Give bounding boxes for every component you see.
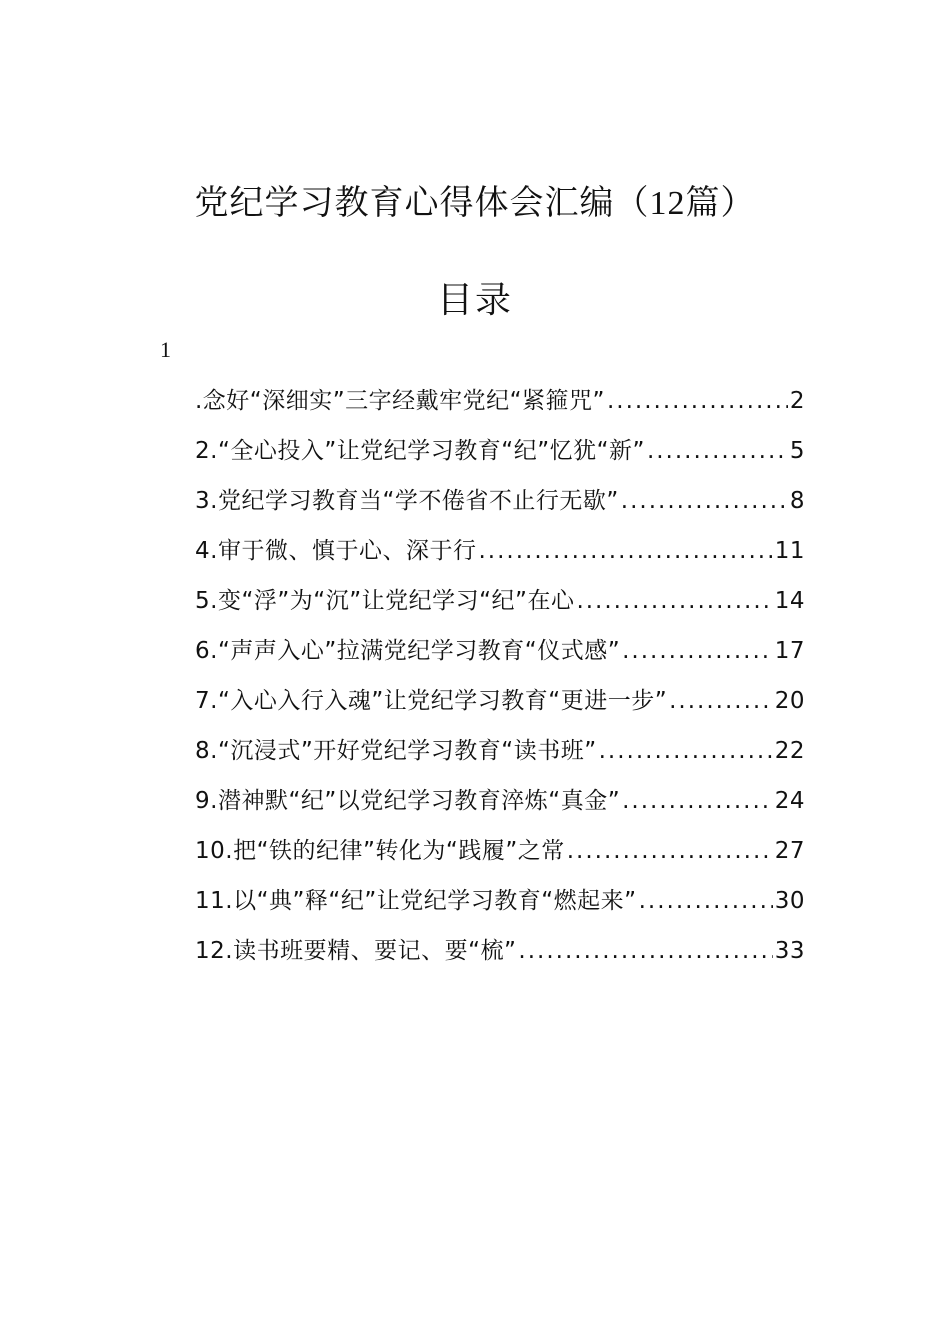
toc-entry-7[interactable] <box>195 678 805 728</box>
toc-dot-leader <box>567 828 773 874</box>
toc-entry-page: 17 <box>774 638 805 664</box>
toc-heading: 目录 <box>436 280 513 321</box>
toc-entry-title: .念好“深细实”三字经戴牢党纪“紧箍咒” <box>195 388 605 414</box>
toc-entry-4[interactable] <box>195 528 805 578</box>
toc-dot-leader <box>607 378 788 424</box>
toc-dot-leader <box>647 428 788 474</box>
toc-dot-leader <box>621 478 788 524</box>
toc-entry-title: 4.审于微、慎于心、深于行 <box>195 538 477 564</box>
toc-dot-leader <box>639 878 773 924</box>
toc-entry-title: 3.党纪学习教育当“学不倦省不止行无歇” <box>195 488 619 514</box>
toc-entry-6[interactable] <box>195 628 805 678</box>
toc-entry-title: 5.变“浮”为“沉”让党纪学习“纪”在心 <box>195 588 575 614</box>
document-title <box>0 176 950 231</box>
toc-entry-1[interactable] <box>195 378 805 428</box>
toc-dot-leader <box>518 928 772 974</box>
toc-entry-page: 33 <box>774 938 805 964</box>
toc-entry-page: 20 <box>774 688 805 714</box>
title-suffix: 篇） <box>685 183 756 223</box>
toc-entry-page: 8 <box>789 488 805 514</box>
title-prefix: 党纪学习教育心得体会汇编（ <box>194 183 650 223</box>
toc-entry-page: 30 <box>774 888 805 914</box>
toc-entry-page: 14 <box>774 588 805 614</box>
toc-entry-5[interactable] <box>195 578 805 628</box>
table-of-contents <box>195 378 805 978</box>
toc-dot-leader <box>478 528 772 574</box>
toc-entry-title: 2.“全心投入”让党纪学习教育“纪”忆犹“新” <box>195 438 645 464</box>
toc-dot-leader <box>622 628 773 674</box>
toc-dot-leader <box>576 578 772 624</box>
toc-entry-10[interactable] <box>195 828 805 878</box>
toc-entry-title: 8.“沉浸式”开好党纪学习教育“读书班” <box>195 738 597 764</box>
title-number: 12 <box>649 185 686 222</box>
toc-entry-title: 7.“入心入行入魂”让党纪学习教育“更进一步” <box>195 688 668 714</box>
toc-entry-title: 9.潜神默“纪”以党纪学习教育淬炼“真金” <box>195 788 621 814</box>
toc-entry-page: 11 <box>774 538 805 564</box>
toc-entry-page: 22 <box>774 738 805 764</box>
toc-entry-title: 6.“声声入心”拉满党纪学习教育“仪式感” <box>195 638 621 664</box>
toc-entry-12[interactable] <box>195 928 805 978</box>
toc-entry-8[interactable] <box>195 728 805 778</box>
toc-entry-page: 5 <box>789 438 805 464</box>
toc-entry-11[interactable] <box>195 878 805 928</box>
stray-number: 1 <box>160 337 171 362</box>
toc-entry-page: 27 <box>774 838 805 864</box>
toc-entry-page: 2 <box>789 388 805 414</box>
toc-entry-9[interactable] <box>195 778 805 828</box>
toc-entry-title: 12.读书班要精、要记、要“梳” <box>195 938 517 964</box>
toc-entry-page: 24 <box>774 788 805 814</box>
toc-entry-3[interactable] <box>195 478 805 528</box>
toc-dot-leader <box>599 728 773 774</box>
toc-dot-leader <box>622 778 773 824</box>
toc-entry-2[interactable] <box>195 428 805 478</box>
toc-entry-title: 10.把“铁的纪律”转化为“践履”之常 <box>195 838 565 864</box>
toc-entry-title: 11.以“典”释“纪”让党纪学习教育“燃起来” <box>195 888 637 914</box>
toc-dot-leader <box>669 678 773 724</box>
